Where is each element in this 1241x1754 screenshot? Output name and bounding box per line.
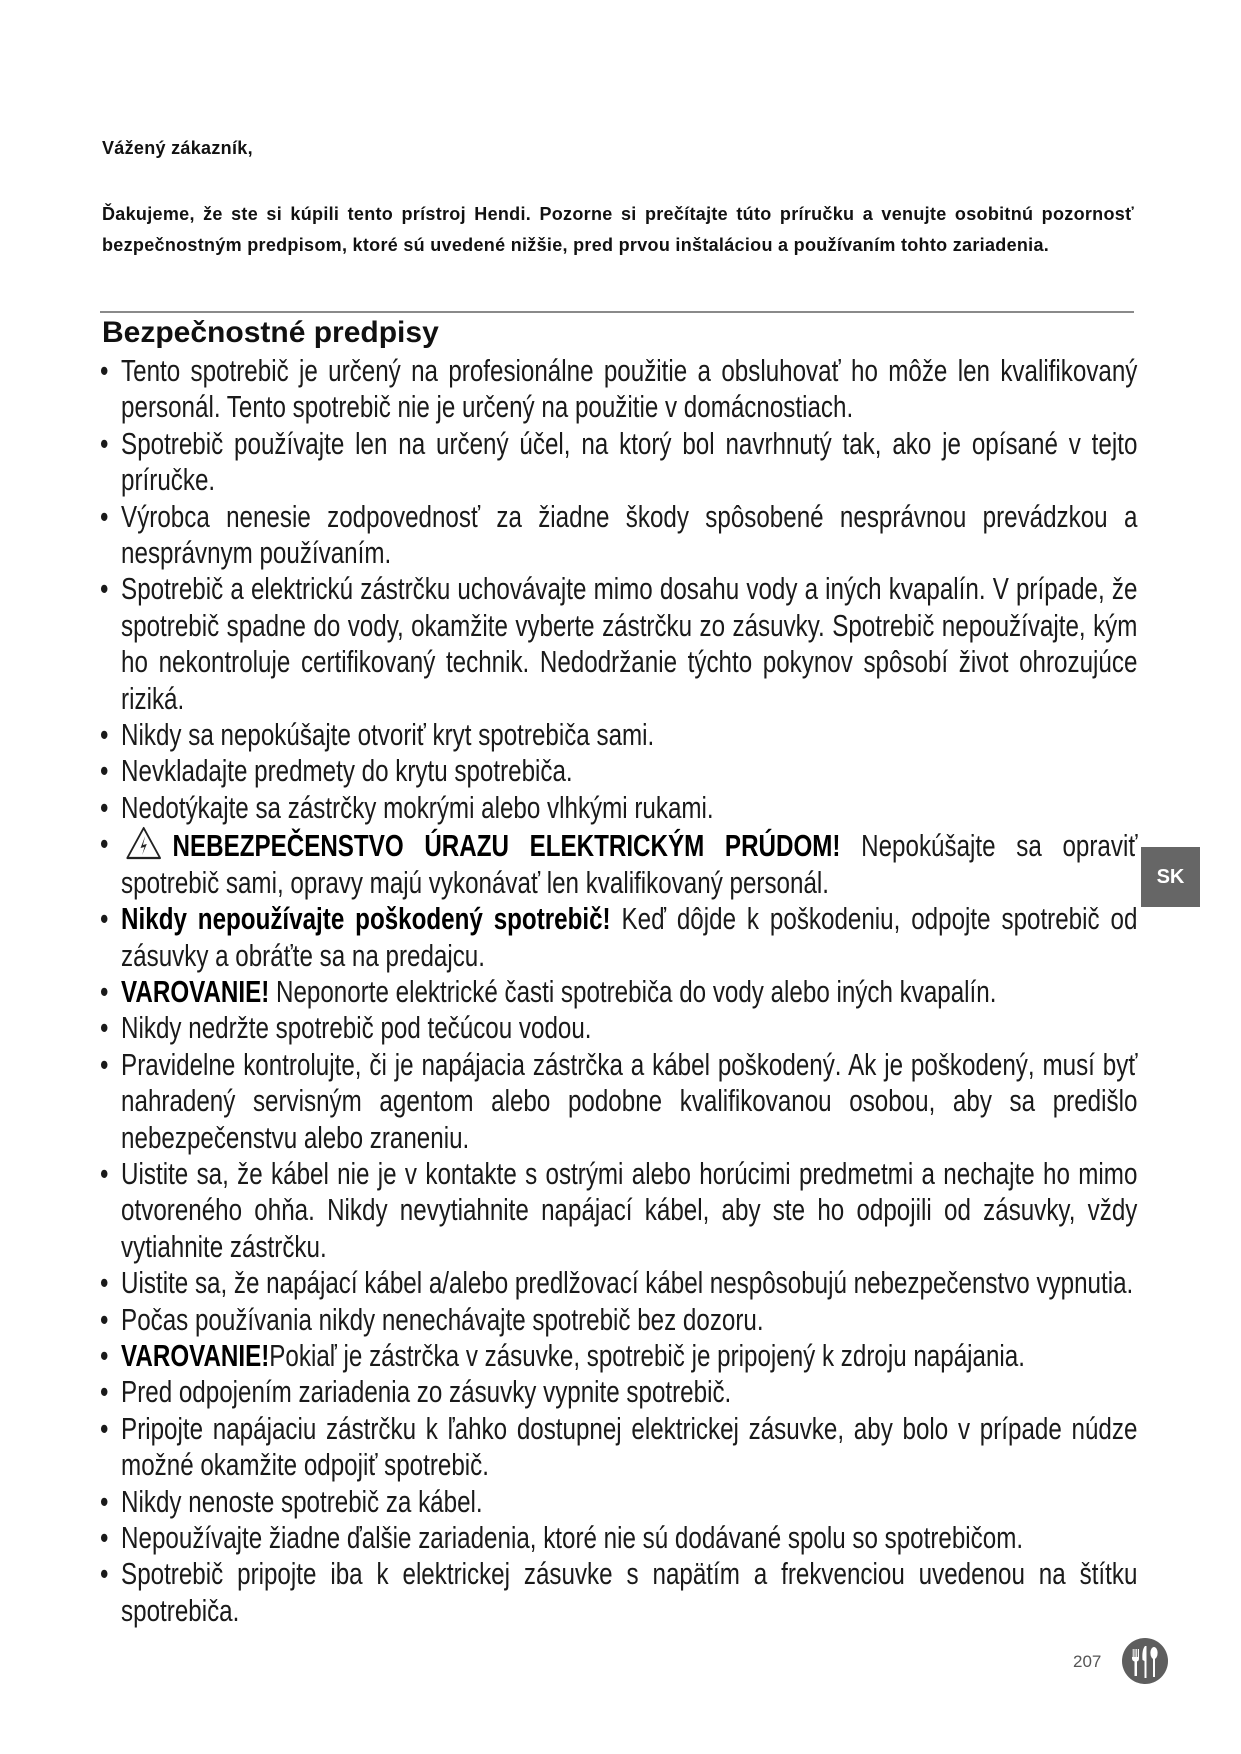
rule-emphasis: VAROVANIE! — [121, 973, 270, 1009]
safety-rule-item — [100, 426, 1137, 499]
safety-rule-item — [100, 717, 1137, 753]
rule-emphasis: VAROVANIE! — [121, 1337, 270, 1373]
safety-rule-item — [100, 1156, 1137, 1265]
safety-rule-item — [100, 1374, 1137, 1410]
rule-text: Nedotýkajte sa zástrčky mokrými alebo vlhkými rukami. — [121, 789, 714, 825]
rule-text: Nepokúšajte sa opraviť spotrebič sami, opravy majú vykonávať len kvalifikovaný personál. — [121, 828, 1138, 900]
safety-rule-item — [100, 1302, 1137, 1338]
rule-text: Nevkladajte predmety do krytu spotrebiča. — [121, 753, 573, 789]
rule-text: Spotrebič a elektrickú zástrčku uchovávajte mimo dosahu vody a iných kvapalín. V prípade, že spotrebič spadne do vody, okamžite vyberte zástrčku zo zásuvky. Spotrebič nepoužívajte, kým ho nekontroluje certifikovaný technik. Nedodržanie týchto pokynov spôsobí život ohrozujúce riziká. — [121, 571, 1138, 716]
language-tab: SK — [1141, 847, 1200, 907]
rule-text: Výrobca nenesie zodpovednosť za žiadne škody spôsobené nesprávnou prevádzkou a nesprávnym používaním. — [121, 498, 1138, 571]
electric-hazard-warning-icon — [126, 826, 162, 860]
rule-text: Spotrebič používajte len na určený účel, na ktorý bol navrhnutý tak, ako je opísané v tejto príručke. — [121, 425, 1138, 498]
safety-rule-item — [100, 753, 1137, 789]
rule-text: Pripojte napájaciu zástrčku k ľahko dostupnej elektrickej zásuvke, aby bolo v prípade núdze možné okamžite odpojiť spotrebič. — [121, 1410, 1138, 1483]
cutlery-logo-icon — [1122, 1638, 1168, 1684]
safety-rule-item — [100, 1411, 1137, 1484]
section-heading: Bezpečnostné predpisy — [102, 316, 439, 349]
safety-rule-item — [100, 1484, 1137, 1520]
rule-text: Tento spotrebič je určený na profesionálne použitie a obsluhovať ho môže len kvalifikovaný personál. Tento spotrebič nie je určený na použitie v domácnostiach. — [121, 353, 1138, 425]
safety-rule-item — [100, 1265, 1137, 1301]
safety-rule-item — [100, 1520, 1137, 1556]
safety-rule-item — [100, 826, 1137, 901]
safety-rule-item — [100, 790, 1137, 826]
safety-rule-item — [100, 499, 1137, 572]
rule-text: Spotrebič pripojte iba k elektrickej zásuvke s napätím a frekvenciou uvedenou na štítku spotrebiča. — [121, 1556, 1138, 1628]
safety-rule-item — [100, 571, 1137, 717]
rule-emphasis: Nikdy nepoužívajte poškodený spotrebič! — [121, 901, 611, 937]
safety-rule-item — [100, 1047, 1137, 1156]
greeting: Vážený zákazník, — [102, 138, 253, 158]
safety-rules-list — [100, 353, 1137, 1629]
safety-rule-item — [100, 1338, 1137, 1374]
rule-text: Nepoužívajte žiadne ďalšie zariadenia, ktoré nie sú dodávané spolu so spotrebičom. — [121, 1520, 1024, 1555]
safety-rules — [100, 353, 1137, 1629]
rule-text: Nikdy sa nepokúšajte otvoriť kryt spotrebiča sami. — [121, 717, 655, 753]
section-divider — [100, 311, 1134, 313]
safety-rule-item — [100, 974, 1137, 1010]
safety-rule-item — [100, 901, 1137, 974]
safety-rule-item — [100, 1010, 1137, 1046]
rule-text: Pred odpojením zariadenia zo zásuvky vypnite spotrebič. — [121, 1374, 732, 1410]
page-number: 207 — [1073, 1652, 1102, 1671]
rule-text: Keď dôjde k poškodeniu, odpojte spotrebič od zásuvky a obráťte sa na predajcu. — [121, 901, 1138, 973]
rule-text: Pravidelne kontrolujte, či je napájacia zástrčka a kábel poškodený. Ak je poškodený, musí byť nahradený servisným agentom alebo podobne kvalifikovanou osobou, aby sa predišlo nebezpečenstvu alebo zraneniu. — [121, 1046, 1138, 1155]
rule-text: Pokiaľ je zástrčka v zásuvke, spotrebič je pripojený k zdroju napájania. — [269, 1337, 1025, 1373]
rule-text: Neponorte elektrické časti spotrebiča do vody alebo iných kvapalín. — [269, 973, 997, 1009]
rule-text: Nikdy nenoste spotrebič za kábel. — [121, 1483, 483, 1519]
rule-emphasis: NEBEZPEČENSTVO ÚRAZU ELEKTRICKÝM PRÚDOM! — [172, 828, 841, 864]
rule-text: Počas používania nikdy nenechávajte spotrebič bez dozoru. — [121, 1301, 764, 1337]
rule-text: Nikdy nedržte spotrebič pod tečúcou vodou. — [121, 1010, 592, 1046]
safety-rule-item — [100, 1556, 1137, 1629]
rule-text: Uistite sa, že kábel nie je v kontakte s ostrými alebo horúcimi predmetmi a nechajte ho mimo otvoreného ohňa. Nikdy nevytiahnite napájací kábel, aby ste ho odpojili od zásuvky, vždy vytiahnite zástrčku. — [121, 1155, 1138, 1264]
safety-rule-item — [100, 353, 1137, 426]
rule-text: Uistite sa, že napájací kábel a/alebo predlžovací kábel nespôsobujú nebezpečenstvo vypnutia. — [121, 1265, 1134, 1301]
intro-paragraph: Ďakujeme, že ste si kúpili tento prístroj Hendi. Pozorne si prečítajte túto príručku a venujte osobitnú pozornosť bezpečnostným predpisom, ktoré sú uvedené nižšie, pred prvou inštaláciou a používaním tohto zariadenia. — [102, 204, 1134, 255]
